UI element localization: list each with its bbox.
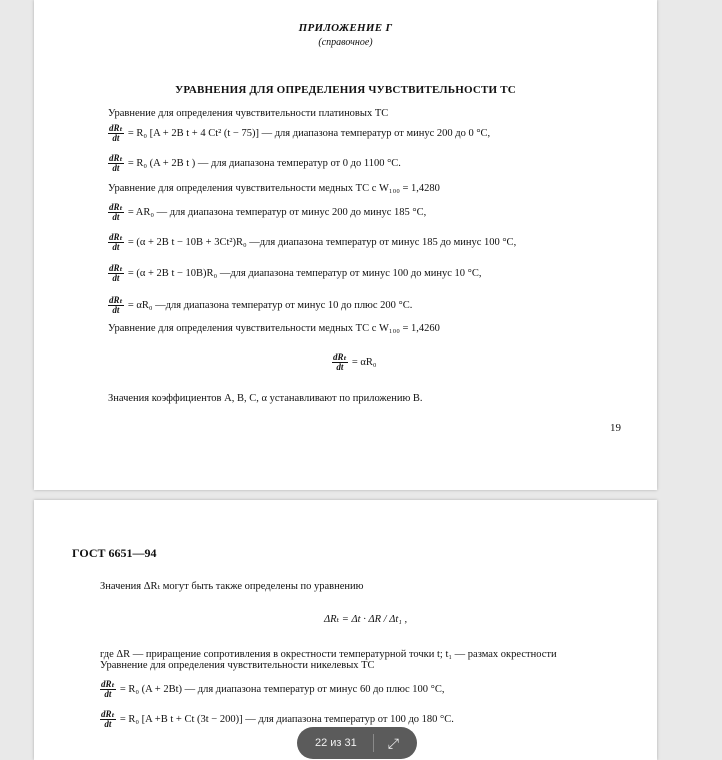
derivative-fraction: $\frac{\text{dRₜ}}{dt}$	[109, 295, 123, 315]
coefficients-note: Значения коэффициентов A, B, C, α устанавливают по приложению В.	[108, 393, 423, 404]
equation-row	[108, 124, 490, 143]
equation-text: = R₀ (A + 2B t ) — для диапазона температур от 0 до 1100 °С.	[127, 158, 401, 169]
equation-text: = (α + 2B t − 10B + 3Ct²)R₀ —для диапазона температур от минус 185 до минус 100 °С,	[127, 237, 517, 248]
equation-text: = (α + 2B t − 10B)R₀ —для диапазона температур от минус 100 до минус 10 °С,	[127, 268, 482, 279]
delta-equation: ΔRₜ = Δt · ΔR / Δt₁ ,	[324, 614, 408, 625]
equation-row	[108, 233, 516, 252]
expand-icon[interactable]: ⤢	[387, 734, 399, 751]
equation-row	[108, 264, 481, 283]
derivative-fraction: $\frac{\text{dRₜ}}{dt}$	[109, 232, 123, 252]
cu-intro-2: Уравнение для определения чувствительности медных ТС с W₁₀₀ = 1,4260	[108, 323, 440, 334]
equation-row	[108, 203, 426, 222]
derivative-fraction: $\frac{\text{dRₜ}}{dt}$	[109, 263, 123, 283]
appendix-note: (справочное)	[318, 37, 373, 48]
page-counter: 22 из 31	[315, 737, 357, 749]
divider	[373, 734, 374, 752]
document-page-20	[34, 500, 657, 760]
appendix-title: ПРИЛОЖЕНИЕ Г	[298, 22, 393, 34]
where-clause: где ΔR — приращение сопротивления в окрестности температурной точки t; t₁ — размах окрестности	[100, 649, 557, 660]
equation-text: = R₀ (A + 2Bt) — для диапазона температур от минус 60 до плюс 100 °С,	[119, 684, 445, 695]
derivative-fraction: $\frac{\text{dRₜ}}{dt}$	[109, 123, 123, 143]
centered-equation	[332, 353, 377, 372]
equation-row	[108, 296, 412, 315]
cu-intro-1: Уравнение для определения чувствительности медных ТС с W₁₀₀ = 1,4280	[108, 183, 440, 194]
derivative-fraction: $\frac{\text{dRₜ}}{dt}$	[109, 202, 123, 222]
derivative-fraction: $\frac{\text{dRₜ}}{dt}$	[101, 679, 115, 699]
pt-intro: Уравнение для определения чувствительности платиновых ТС	[108, 108, 389, 119]
derivative-fraction: $\frac{\text{dRₜ}}{dt}$	[333, 352, 347, 372]
equation-text: = R₀ [A + 2B t + 4 Ct² (t − 75)] — для диапазона температур от минус 200 до 0 °С,	[127, 128, 491, 139]
equation-text: = R₀ [A +B t + Ct (3t − 200)] — для диапазона температур от 100 до 180 °С.	[119, 714, 454, 725]
equation-text: = αR₀ —для диапазона температур от минус 10 до плюс 200 °С.	[127, 300, 413, 311]
equation-text: = αR₀	[351, 357, 377, 368]
document-page-19	[34, 0, 657, 490]
equation-row	[108, 154, 401, 173]
page-navigator	[297, 727, 417, 759]
gost-header: ГОСТ 6651—94	[72, 546, 157, 560]
derivative-fraction: $\frac{\text{dRₜ}}{dt}$	[101, 709, 115, 729]
equation-row	[100, 680, 444, 699]
page-number: 19	[610, 422, 621, 434]
derivative-fraction: $\frac{\text{dRₜ}}{dt}$	[109, 153, 123, 173]
ni-intro: Уравнение для определения чувствительности никелевых ТС	[100, 660, 375, 671]
equation-text: = AR₀ — для диапазона температур от минус 200 до минус 185 °С,	[127, 207, 427, 218]
delta-intro: Значения ΔRₜ могут быть также определены по уравнению	[100, 581, 364, 592]
section-title: УРАВНЕНИЯ ДЛЯ ОПРЕДЕЛЕНИЯ ЧУВСТВИТЕЛЬНОСТИ ТС	[175, 84, 516, 96]
